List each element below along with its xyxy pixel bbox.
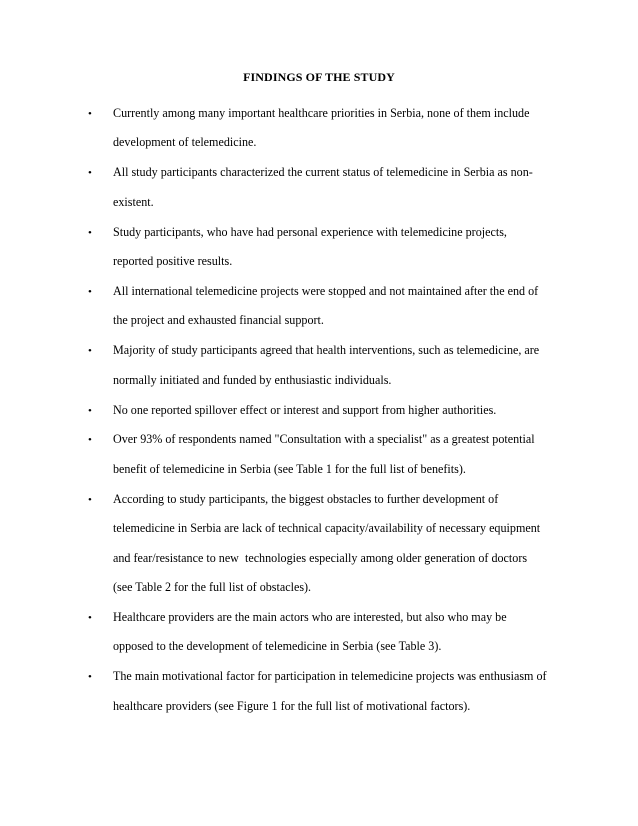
finding-item <box>0 662 638 721</box>
finding-item <box>0 99 638 158</box>
bullet-icon: • <box>88 671 92 684</box>
finding-text: Over 93% of respondents named "Consultation with a specialist" as a greatest potential benefit of telemedicine in Serbia (see Table 1 for the full list of benefits). <box>113 432 535 476</box>
finding-item <box>0 603 638 662</box>
finding-text: Healthcare providers are the main actors who are interested, but also who may be opposed to the development of telemedicine in Serbia (see Table 3). <box>113 609 507 654</box>
finding-item <box>0 218 638 277</box>
bullet-icon: • <box>88 226 92 239</box>
finding-text: The main motivational factor for participation in telemedicine projects was enthusiasm of healthcare providers (see Figure 1 for the full list of motivational factors). <box>113 669 547 713</box>
bullet-icon: • <box>88 404 92 417</box>
bullet-icon: • <box>88 167 92 180</box>
bullet-icon: • <box>88 345 92 358</box>
bullet-icon: • <box>88 611 92 624</box>
bullet-icon: • <box>88 108 92 120</box>
page-title: FINDINGS OF THE STUDY <box>243 70 395 84</box>
finding-text: Majority of study participants agreed that health interventions, such as telemedicine, are normally initiated and funded by enthusiastic individuals. <box>113 343 540 387</box>
bullet-icon: • <box>88 285 92 298</box>
bullet-icon: • <box>88 493 92 506</box>
finding-text: Study participants, who have had personal experience with telemedicine projects, reported positive results. <box>113 224 507 269</box>
finding-item <box>0 158 638 217</box>
finding-text: According to study participants, the biggest obstacles to further development of telemedicine in Serbia are lack of technical capacity/availability of necessary equipment and fear/resistance to new technologies especially among older generation of doctors (see Table 2 for the full list of obstacles). <box>113 491 541 594</box>
finding-item <box>0 425 638 484</box>
findings-list <box>0 99 638 722</box>
finding-text: All study participants characterized the current status of telemedicine in Serbia as non- existent. <box>113 165 533 209</box>
bullet-icon: • <box>88 434 92 447</box>
finding-item <box>0 336 638 395</box>
finding-item <box>0 396 638 425</box>
finding-item <box>0 277 638 336</box>
finding-item <box>0 485 638 603</box>
finding-text: Currently among many important healthcare priorities in Serbia, none of them include development of telemedicine. <box>113 106 530 150</box>
finding-text: All international telemedicine projects were stopped and not maintained after the end of the project and exhausted financial support. <box>113 283 539 328</box>
finding-text: No one reported spillover effect or interest and support from higher authorities. <box>113 402 497 417</box>
